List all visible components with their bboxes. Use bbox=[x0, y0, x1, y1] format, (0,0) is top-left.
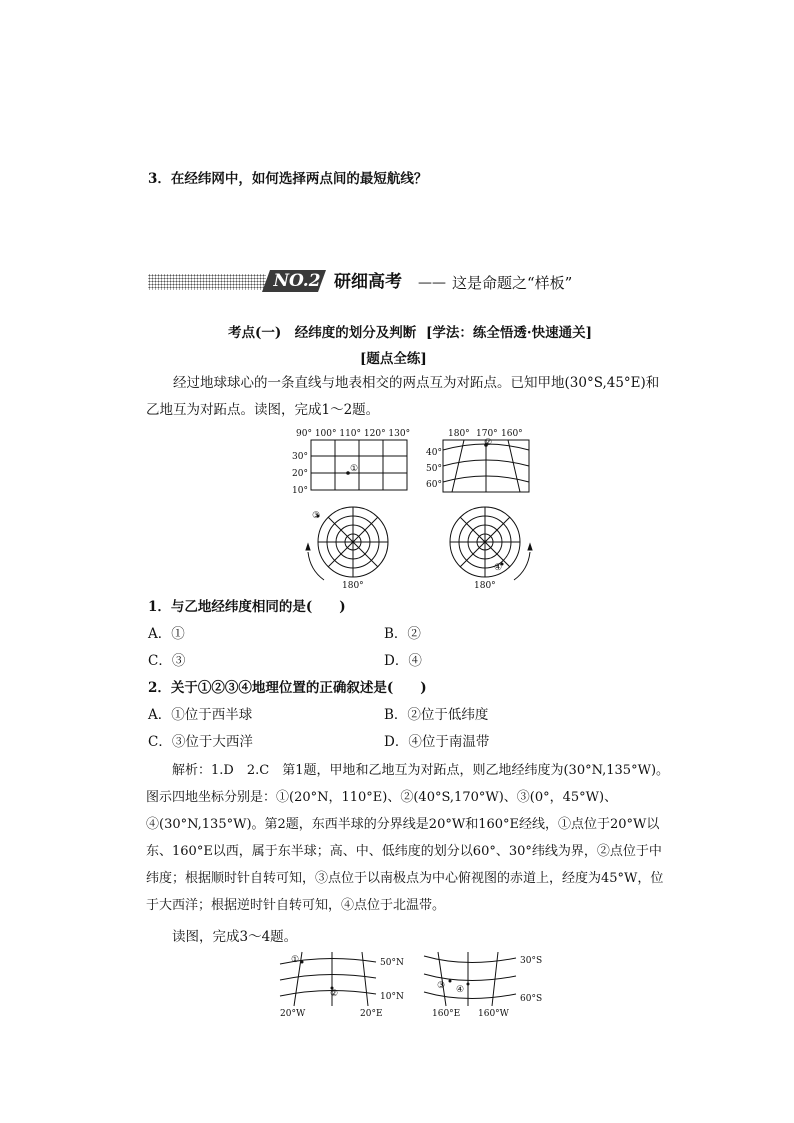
analysis-paragraph bbox=[146, 757, 672, 919]
q1-option-d[interactable]: D．④ bbox=[384, 653, 422, 669]
figure-polar-b bbox=[440, 504, 540, 590]
grid-a-lat-10: 10° bbox=[292, 486, 308, 496]
grid-b-lat-40: 40° bbox=[426, 448, 442, 458]
polar-b-marker: ④ bbox=[494, 563, 503, 573]
map-b-lon-right: 160°W bbox=[478, 1009, 509, 1019]
grid-b-lat-60: 60° bbox=[426, 480, 442, 490]
grid-a-lat-30: 30° bbox=[292, 452, 308, 462]
banner-dash: —— bbox=[418, 275, 446, 291]
section-heading: 考点(一) 经纬度的划分及判断 bbox=[228, 325, 417, 341]
intro2-text: 读图，完成3～4题。 bbox=[172, 929, 298, 945]
q2-option-a[interactable]: A．①位于西半球 bbox=[148, 707, 253, 723]
banner-dotted-bar bbox=[148, 272, 268, 292]
grid-a-top-labels: 90° 100° 110° 120° 130° bbox=[296, 429, 410, 439]
map-a-lat-bottom: 10°N bbox=[380, 992, 404, 1002]
map-a-lon-left: 20°W bbox=[280, 1009, 306, 1019]
grid-b-lat-50: 50° bbox=[426, 464, 442, 474]
q2-option-b[interactable]: B．②位于低纬度 bbox=[384, 707, 489, 723]
map-a-marker-1: ① bbox=[291, 955, 300, 965]
grid-b-lon-180: 180° bbox=[448, 429, 470, 439]
q1-option-a[interactable]: A．① bbox=[148, 626, 185, 642]
q1-option-b[interactable]: B．② bbox=[384, 626, 421, 642]
map-b-marker-3: ③ bbox=[437, 981, 446, 991]
figure-map-a bbox=[276, 948, 416, 1020]
section-tag: [学法：练全悟透·快速通关] bbox=[426, 325, 592, 341]
grid-b-lon-160: 160° bbox=[501, 429, 523, 439]
map-a-lat-top: 50°N bbox=[380, 958, 404, 968]
grid-a-marker: ① bbox=[350, 464, 359, 474]
figure-polar-a bbox=[298, 504, 398, 590]
banner-title: 研细高考 bbox=[334, 272, 402, 292]
analysis-label: 解析： bbox=[172, 763, 212, 778]
q1-stem: 1．与乙地经纬度相同的是( ) bbox=[148, 599, 346, 615]
grid-b-marker: ② bbox=[484, 438, 493, 448]
grid-b-lon-170: 170° bbox=[476, 429, 498, 439]
map-b-lon-left: 160°E bbox=[432, 1009, 461, 1019]
figure-map-b bbox=[420, 948, 550, 1020]
banner-badge bbox=[262, 269, 326, 293]
map-a-lon-right: 20°E bbox=[360, 1009, 383, 1019]
map-b-lat-bottom: 60°S bbox=[520, 994, 543, 1004]
q2-option-d[interactable]: D．④位于南温带 bbox=[384, 734, 490, 750]
polar-b-bottom-label: 180° bbox=[474, 581, 496, 590]
q2-option-c[interactable]: C．③位于大西洋 bbox=[148, 734, 253, 750]
map-b-lat-top: 30°S bbox=[520, 956, 543, 966]
polar-b-rotation-arrow bbox=[514, 552, 530, 580]
intro-paragraph: 经过地球球心的一条直线与地表相交的两点互为对跖点。已知甲地(30°S,45°E)和乙地互为对跖点。读图，完成1～2题。 bbox=[146, 375, 660, 418]
analysis-answers: 1.D 2.C bbox=[211, 763, 270, 778]
polar-a-rotation-arrow bbox=[308, 552, 324, 580]
section-subheading: [题点全练] bbox=[360, 351, 427, 367]
q2-stem: 2．关于①②③④地理位置的正确叙述是( ) bbox=[148, 680, 427, 696]
banner-badge-text: NO.2 bbox=[273, 271, 321, 291]
question-3-text: 3．在经纬网中，如何选择两点间的最短航线？ bbox=[148, 171, 428, 187]
q1-option-c[interactable]: C．③ bbox=[148, 653, 186, 669]
polar-a-bottom-label: 180° bbox=[342, 581, 364, 590]
grid-a-lat-20: 20° bbox=[292, 469, 308, 479]
banner-subtitle: 这是命题之“样板” bbox=[452, 274, 573, 292]
figure-grid-b bbox=[424, 428, 534, 498]
map-a-marker-2: ② bbox=[330, 989, 339, 999]
figure-grid-a bbox=[290, 428, 410, 498]
analysis-text: 第1题，甲地和乙地互为对跖点，则乙地经纬度为(30°N,135°W)。图示四地坐标分别是：①(20°N，110°E)、②(40°S,170°W)、③(0°，45°W)、④(30°N,135°W)。第2题，东西半球的分界线是20°W和160°E经线，①点位于20°W以东、160°E以西，属于东半球；高、中、低纬度的划分以60°、30°纬线为界，②点位于中纬度；根据顺时针自转可知，③点位于以南极点为中心俯视图的赤道上，经度为45°W，位于大西洋；根据逆时针自转可知，④点位于北温带。 bbox=[146, 763, 670, 913]
map-b-marker-4: ④ bbox=[456, 985, 465, 995]
polar-a-marker: ③ bbox=[312, 511, 321, 521]
